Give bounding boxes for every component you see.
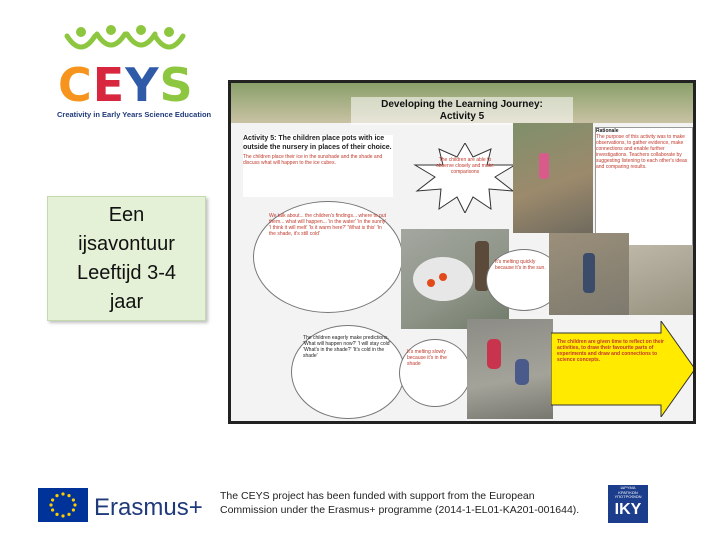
funding-line-1: The CEYS project has been funded with support from the European — [220, 490, 535, 502]
child-figure — [539, 153, 549, 179]
title-line-3: Leeftijd 3-4 — [77, 261, 176, 284]
photo-garden-top — [513, 123, 593, 233]
poster-title-line-1: Developing the Learning Journey: — [381, 99, 543, 110]
photo-children-ground — [467, 319, 553, 419]
rationale-box — [595, 127, 693, 247]
cloud-callout-2-text: The children eagerly make predictions. 'What will happen now?' 'I will stay cold' 'What's in the shade?' 'It's cold in the shade' — [303, 335, 391, 359]
erasmus-label: Erasmus+ — [94, 494, 203, 521]
iky-small-line-1: ΙΔΡΥΜΑ — [620, 485, 636, 490]
title-line-2: ijsavontuur — [78, 232, 175, 255]
cloud-callout-3-text: It's melting slowly because it's in the shade — [407, 349, 447, 367]
funding-line-2: Commission under the Erasmus+ programme (2014-1-EL01-KA201-001644). — [220, 504, 580, 516]
activity-heading: Activity 5: The children place pots with ice outside the nursery in places of their choice. — [243, 135, 392, 151]
title-line-4: jaar — [109, 290, 144, 313]
burst-callout-text: The children are able to observe closely and make comparisons — [436, 157, 494, 175]
cloud-callout-4-text: It's melting quickly because it's in the sun. — [495, 259, 546, 271]
eu-flag-icon — [38, 488, 88, 522]
title-line-1: Een — [108, 203, 145, 226]
poster-title — [351, 97, 573, 125]
iky-logo — [608, 485, 648, 523]
reflection-arrow-icon — [551, 321, 696, 417]
reflection-arrow-text: The children are given time to reflect on their activities, to draw their favourite parts of experiments and draw and connections to science concepts. — [557, 339, 664, 363]
activity-body: The children place their ice in the sunshade and the shade and discuss what will happen to the ice cubes. — [243, 154, 383, 166]
cloud-callout-1-text: We talk about... the children's findings... where to put them... what will happen... 'in the water' 'in the sunny' 'I think it will melt' 'Is it warm here?' 'What is this' 'In the shade, it's still cold' — [269, 213, 387, 237]
photo-child-playground — [549, 233, 629, 315]
logo-wordmark: CEYS — [58, 58, 194, 112]
burst-callout-icon — [411, 143, 519, 213]
poster-title-line-2: Activity 5 — [439, 111, 485, 122]
rationale-heading: Rationale — [596, 128, 619, 134]
iky-label: IKY — [614, 501, 642, 518]
rationale-body: The purpose of this activity was to make observations, to gather evidence, make connections and enable further investigations. Teachers collaborate by suggesting listening to each other's ideas and comparing results. — [596, 134, 688, 170]
iky-small-line-3: ΥΠΟΤΡΟΦΙΩΝ — [614, 494, 642, 499]
erasmus-logo — [38, 488, 208, 524]
ceys-logo — [55, 22, 215, 122]
photo-right-edge — [629, 245, 693, 315]
iky-small-line-2: ΚΡΑΤΙΚΩΝ — [618, 489, 638, 495]
learning-journey-poster — [228, 80, 696, 424]
activity-box — [243, 135, 393, 197]
title-card — [47, 196, 206, 321]
funding-statement — [220, 489, 600, 517]
logo-tagline: Creativity in Early Years Science Education — [57, 110, 212, 119]
